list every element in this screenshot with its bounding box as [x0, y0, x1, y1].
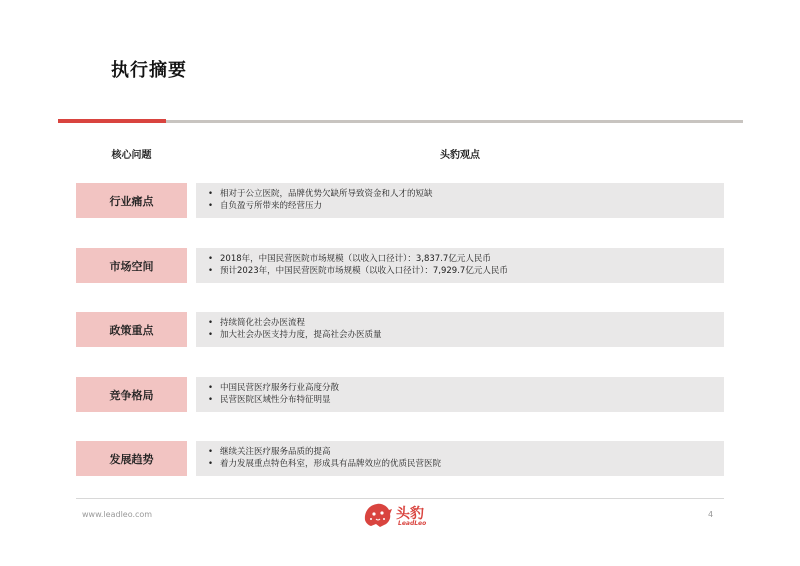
table-row [76, 377, 724, 412]
bullet-item: • 继续关注医疗服务品质的提高 [208, 446, 724, 458]
bullet-item: • 持续简化社会办医流程 [208, 317, 724, 329]
column-header-views: 头豹观点 [440, 150, 480, 161]
row-content [196, 183, 724, 218]
bullet-item: • 预计2023年，中国民营医院市场规模（以收入口径计）：7,929.7亿元人民币 [208, 265, 724, 277]
bullet-item: • 自负盈亏所带来的经营压力 [208, 200, 724, 212]
table-row [76, 183, 724, 218]
table-row [76, 248, 724, 283]
row-content [196, 248, 724, 283]
row-label: 竞争格局 [76, 377, 187, 412]
logo-text-en: LeadLeo [398, 520, 427, 527]
row-content [196, 377, 724, 412]
bullet-item: • 相对于公立医院，品牌优势欠缺所导致资金和人才的短缺 [208, 188, 724, 200]
bullet-item: • 加大社会办医支持力度，提高社会办医质量 [208, 329, 724, 341]
title-accent-rule [58, 119, 166, 123]
column-header-issues: 核心问题 [111, 150, 152, 161]
row-label: 市场空间 [76, 248, 187, 283]
footer-divider [76, 498, 724, 499]
bullet-item: • 2018年，中国民营医院市场规模（以收入口径计）：3,837.7亿元人民币 [208, 253, 724, 265]
leopard-head-icon [362, 500, 394, 530]
table-row [76, 312, 724, 347]
page-number: 4 [708, 510, 714, 519]
bullet-item: • 中国民营医疗服务行业高度分散 [208, 382, 724, 394]
logo-text-cn: 头豹 [396, 506, 424, 522]
row-label: 行业痛点 [76, 183, 187, 218]
leadleo-logo [362, 500, 452, 530]
row-label: 发展趋势 [76, 441, 187, 476]
bullet-item: • 民营医院区域性分布特征明显 [208, 394, 724, 406]
row-content [196, 441, 724, 476]
bullet-item: • 着力发展重点特色科室，形成具有品牌效应的优质民营医院 [208, 458, 724, 470]
page-title: 执行摘要 [111, 60, 187, 81]
row-label: 政策重点 [76, 312, 187, 347]
table-row [76, 441, 724, 476]
title-divider-rule [166, 120, 743, 123]
footer-url[interactable]: www.leadleo.com [82, 510, 153, 519]
row-content [196, 312, 724, 347]
